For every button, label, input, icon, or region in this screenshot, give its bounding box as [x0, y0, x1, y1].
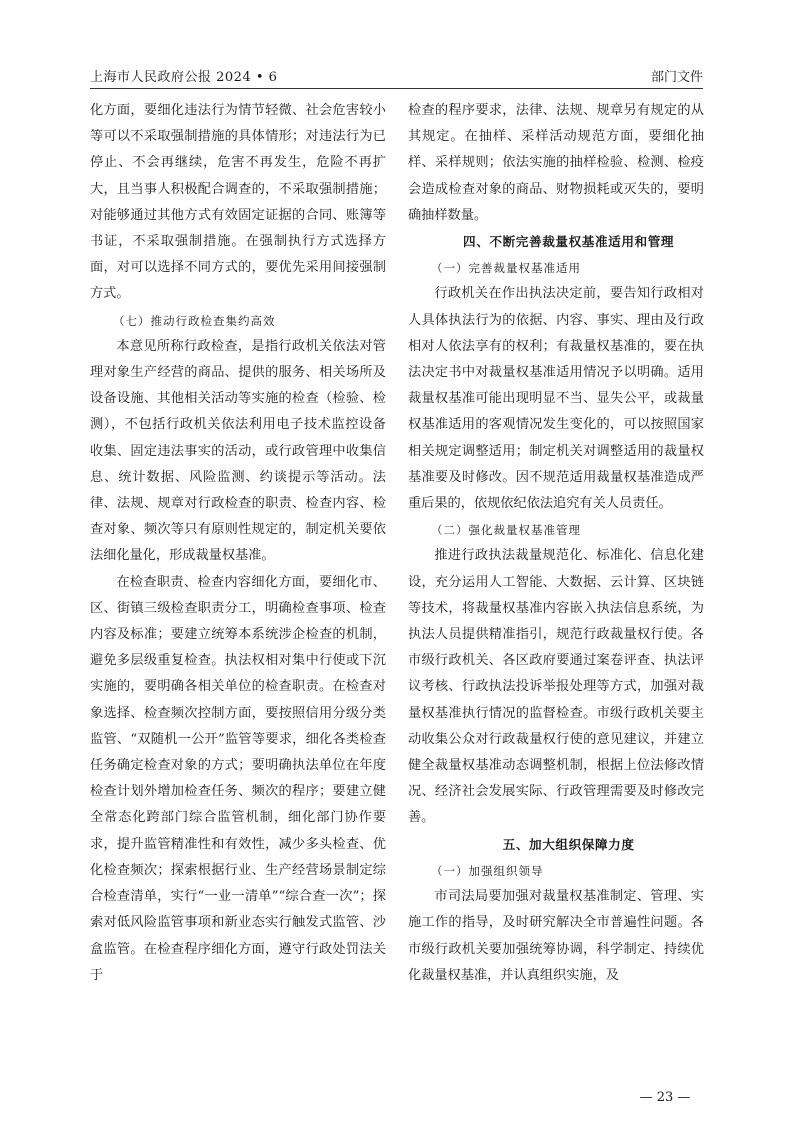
section-title: 部门文件	[650, 70, 703, 85]
journal-title: 上海市人民政府公报 2024 • 6	[90, 70, 278, 85]
subsection-heading: （二）强化裁量权基准管理	[431, 523, 581, 538]
subsection-heading: （一）加强组织领导	[431, 863, 544, 878]
paragraph: 市司法局要加强对裁量权基准制定、管理、实施工作的指导，及时研究解决全市普遍性问题。各市级行政机关要加强统筹协调，科学制定、持续优化裁量权基准，并认真组织实施，及	[408, 889, 704, 983]
left-column	[90, 98, 386, 989]
right-column	[408, 98, 704, 989]
paragraph: 检查的程序要求，法律、法规、规章另有规定的从其规定。在抽样、采样活动规范方面，要细化抽样、采样规则；依法实施的抽样检验、检测、检疫会造成检查对象的商品、财物损耗或灭失的，要明确抽样数量。	[408, 103, 704, 223]
paragraph: 本意见所称行政检查，是指行政机关依法对管理对象生产经营的商品、提供的服务、相关场所及设备设施、其他相关活动等实施的检查（检验、检测），不包括行政机关依法利用电子技术监控设备收集、固定违法事实的活动，或行政管理中收集信息、统计数据、风险监测、约谈提示等活动。法律、法规、规章对行政检查的职责、检查内容、检查对象、频次等只有原则性规定的，制定机关要依法细化量化，形成裁量权基准。	[90, 338, 386, 564]
paragraph: 化方面，要细化违法行为情节轻微、社会危害较小等可以不采取强制措施的具体情形；对违法行为已停止、不会再继续，危害不再发生，危险不再扩大，且当事人积极配合调查的，不采取强制措施；对能够通过其他方式有效固定证据的合同、账簿等书证，不采取强制措施。在强制执行方式选择方面，对可以选择不同方式的，要优先采用间接强制方式。	[90, 103, 386, 302]
header-rule	[90, 88, 703, 89]
page-header	[90, 66, 703, 88]
paragraph: 在检查职责、检查内容细化方面，要细化市、区、街镇三级检查职责分工，明确检查事项、检查内容及标准；要建立统筹本系统涉企检查的机制，避免多层级重复检查。执法权相对集中行使或下沉实施的，要明确各相关单位的检查职责。在检查对象选择、检查频次控制方面，要按照信用分级分类监管、“双随机一公开”监管等要求，细化各类检查任务确定检查对象的方式；要明确执法单位在年度检查计划外增加检查任务、频次的程序；要建立健全常态化跨部门综合监管机制，细化部门协作要求，提升监管精准性和有效性，减少多头检查、优化检查频次；探索根据行业、生产经营场景制定综合检查清单，实行“一业一清单”“综合查一次”；探索对低风险监管事项和新业态实行触发式监管、沙盒监管。在检查程序细化方面，遵守行政处罚法关于	[90, 574, 386, 983]
subsection-heading: （一）完善裁量权基准适用	[431, 261, 581, 276]
subsection-heading: （七）推动行政检查集约高效	[113, 313, 276, 328]
section-heading: 五、加大组织保障力度	[502, 836, 635, 852]
paragraph: 推进行政执法裁量规范化、标准化、信息化建设，充分运用人工智能、大数据、云计算、区块链等技术，将裁量权基准内容嵌入执法信息系统，为执法人员提供精准指引，规范行政裁量权行使。各市级行政机关、各区政府要通过案卷评查、执法评议考核、行政执法投诉举报处理等方式，加强对裁量权基准执行情况的监督检查。市级行政机关要主动收集公众对行政裁量权行使的意见建议，并建立健全裁量权基准动态调整机制，根据上位法修改情况、经济社会发展实际、行政管理需要及时修改完善。	[408, 548, 704, 826]
section-heading: 四、不断完善裁量权基准适用和管理	[463, 234, 675, 250]
page-number: — 23 —	[639, 1090, 691, 1105]
paragraph: 行政机关在作出执法决定前，要告知行政相对人具体执法行为的依据、内容、事实、理由及行政相对人依法享有的权利；有裁量权基准的，要在执法决定书中对裁量权基准适用情况予以明确。适用裁量权基准可能出现明显不当、显失公平，或裁量权基准适用的客观情况发生变化的，可以按照国家相关规定调整适用；制定机关对调整适用的裁量权基准要及时修改。因不规范适用裁量权基准造成严重后果的，依规依纪依法追究有关人员责任。	[408, 286, 704, 512]
